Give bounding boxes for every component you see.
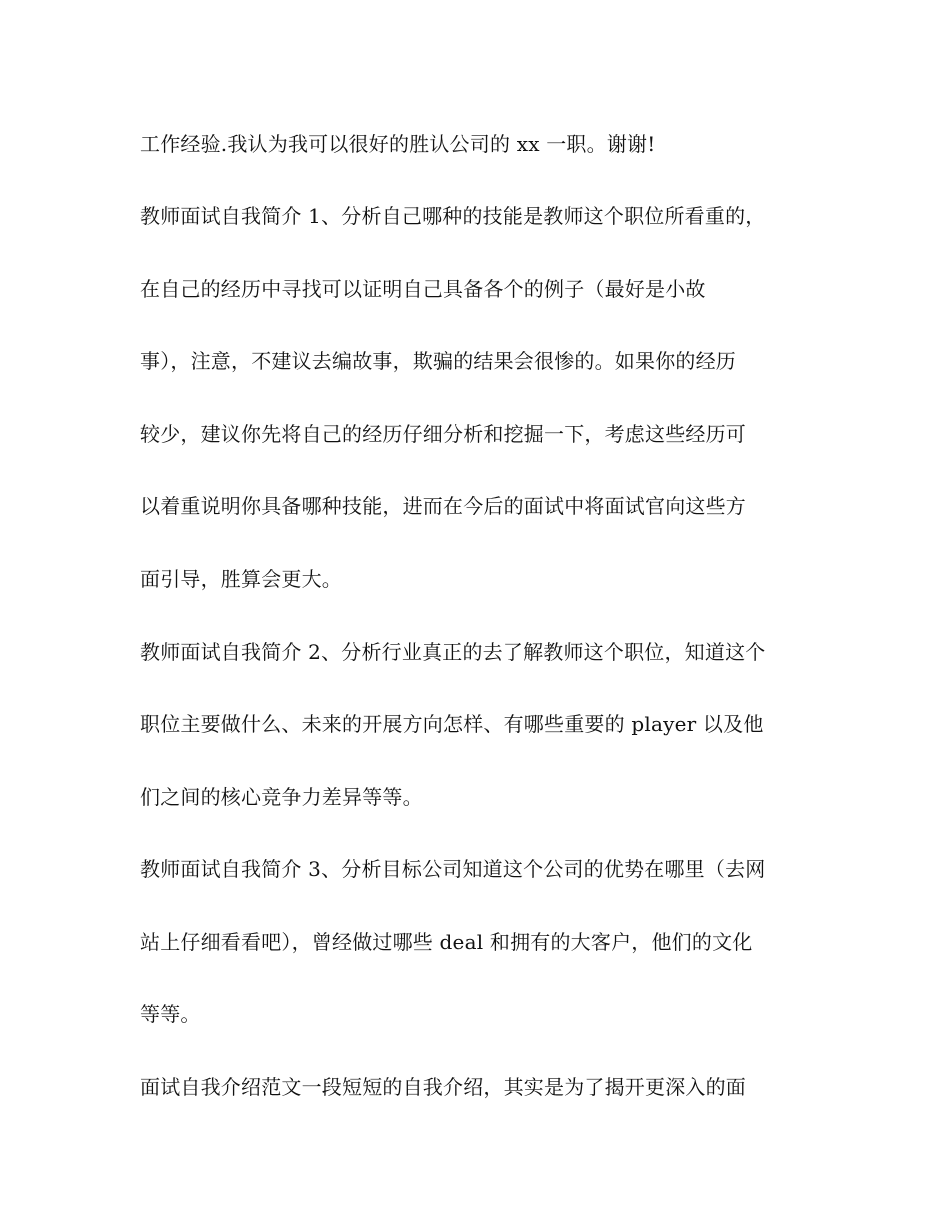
- text-line: 职位主要做什么、未来的开展方向怎样、有哪些重要的 player 以及他: [140, 712, 764, 736]
- text-line: 面引导，胜算会更大。: [140, 567, 342, 591]
- text-line: 面试自我介绍范文一段短短的自我介绍，其实是为了揭开更深入的面: [140, 1075, 746, 1099]
- text-line: 教师面试自我简介 1、分析自己哪种的技能是教师这个职位所看重的，: [140, 204, 766, 228]
- text-line: 以着重说明你具备哪种技能，进而在今后的面试中将面试官向这些方: [140, 494, 746, 518]
- text-line: 等等。: [140, 1002, 201, 1026]
- text-line: 教师面试自我简介 3、分析目标公司知道这个公司的优势在哪里（去网: [140, 857, 766, 881]
- text-line: 教师面试自我简介 2、分析行业真正的去了解教师这个职位，知道这个: [140, 640, 766, 664]
- text-line: 们之间的核心竞争力差异等等。: [140, 785, 423, 809]
- text-line: 事），注意，不建议去编故事，欺骗的结果会很惨的。如果你的经历: [140, 349, 736, 373]
- text-line: 工作经验.我认为我可以很好的胜认公司的 xx 一职。谢谢!: [140, 132, 656, 156]
- text-line: 在自己的经历中寻找可以证明自己具备各个的例子（最好是小故: [140, 277, 706, 301]
- text-line: 较少，建议你先将自己的经历仔细分析和挖掘一下，考虑这些经历可: [140, 422, 746, 446]
- text-line: 站上仔细看看吧），曾经做过哪些 deal 和拥有的大客户，他们的文化: [140, 930, 753, 954]
